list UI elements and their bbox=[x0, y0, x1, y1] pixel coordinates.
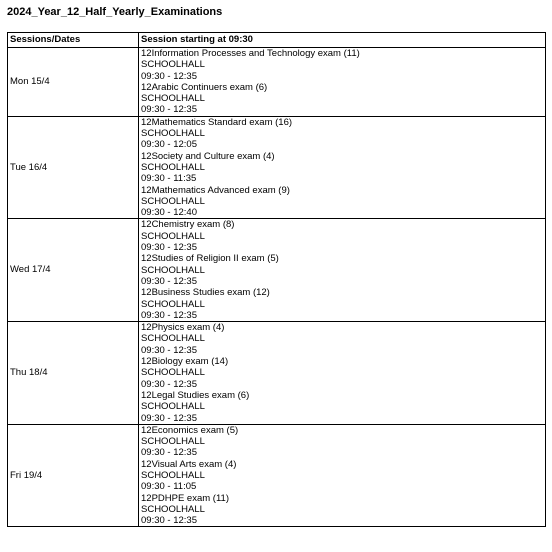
exam-venue: SCHOOLHALL bbox=[141, 401, 205, 413]
exam-name: 12Mathematics Standard exam (16) bbox=[141, 116, 293, 128]
session-date: Thu 18/4 bbox=[8, 322, 139, 425]
exam-time: 09:30 - 12:35 bbox=[141, 378, 197, 390]
table-body bbox=[8, 48, 546, 527]
table-row bbox=[8, 322, 546, 425]
exam-name: 12Physics exam (4) bbox=[141, 322, 225, 334]
exam-venue: SCHOOLHALL bbox=[141, 298, 205, 310]
exam-name: 12Biology exam (14) bbox=[141, 356, 229, 368]
exam-schedule-table bbox=[7, 32, 546, 527]
exam-time: 09:30 - 12:35 bbox=[141, 309, 197, 321]
header-sessions-dates: Sessions/Dates bbox=[8, 33, 139, 48]
exam-name: 12Visual Arts exam (4) bbox=[141, 458, 237, 470]
exam-venue: SCHOOLHALL bbox=[141, 333, 205, 345]
exam-venue: SCHOOLHALL bbox=[141, 436, 205, 448]
table-row bbox=[8, 48, 546, 117]
exam-name: 12Business Studies exam (12) bbox=[141, 287, 270, 299]
exam-venue: SCHOOLHALL bbox=[141, 161, 205, 173]
table-row bbox=[8, 116, 546, 219]
session-date: Wed 17/4 bbox=[8, 219, 139, 322]
header-session-start: Session starting at 09:30 bbox=[139, 33, 546, 48]
exam-venue: SCHOOLHALL bbox=[141, 230, 205, 242]
session-exams bbox=[139, 116, 546, 219]
exam-name: 12Studies of Religion II exam (5) bbox=[141, 253, 279, 265]
exam-name: 12Legal Studies exam (6) bbox=[141, 389, 250, 401]
exam-time: 09:30 - 11:35 bbox=[141, 173, 197, 185]
table-row bbox=[8, 424, 546, 527]
exam-name: 12PDHPE exam (11) bbox=[141, 492, 229, 504]
exam-name: 12Mathematics Advanced exam (9) bbox=[141, 184, 290, 196]
session-exams bbox=[139, 219, 546, 322]
exam-time: 09:30 - 12:40 bbox=[141, 207, 197, 219]
exam-venue: SCHOOLHALL bbox=[141, 264, 205, 276]
exam-name: 12Chemistry exam (8) bbox=[141, 219, 235, 231]
exam-time: 09:30 - 12:35 bbox=[141, 412, 197, 424]
exam-venue: SCHOOLHALL bbox=[141, 367, 205, 379]
table-row bbox=[8, 219, 546, 322]
exam-name: 12Information Processes and Technology exam (11) bbox=[141, 48, 360, 59]
exam-name: 12Economics exam (5) bbox=[141, 424, 239, 436]
exam-time: 09:30 - 12:35 bbox=[141, 70, 197, 82]
exam-name: 12Society and Culture exam (4) bbox=[141, 150, 275, 162]
exam-venue: SCHOOLHALL bbox=[141, 469, 205, 481]
exam-time: 09:30 - 12:35 bbox=[141, 344, 197, 356]
document-title: 2024_Year_12_Half_Yearly_Examinations bbox=[7, 6, 223, 18]
session-exams bbox=[139, 48, 546, 117]
session-date: Tue 16/4 bbox=[8, 116, 139, 219]
exam-time: 09:30 - 12:35 bbox=[141, 275, 197, 287]
session-date: Mon 15/4 bbox=[8, 48, 139, 117]
exam-venue: SCHOOLHALL bbox=[141, 195, 205, 207]
exam-venue: SCHOOLHALL bbox=[141, 503, 205, 515]
exam-time: 09:30 - 12:35 bbox=[141, 242, 197, 254]
exam-time: 09:30 - 12:35 bbox=[141, 515, 197, 527]
exam-venue: SCHOOLHALL bbox=[141, 59, 205, 71]
exam-venue: SCHOOLHALL bbox=[141, 93, 205, 105]
session-exams bbox=[139, 424, 546, 527]
exam-time: 09:30 - 11:05 bbox=[141, 481, 197, 493]
session-exams bbox=[139, 322, 546, 425]
table-header-row bbox=[8, 33, 546, 48]
exam-time: 09:30 - 12:35 bbox=[141, 104, 197, 116]
exam-name: 12Arabic Continuers exam (6) bbox=[141, 81, 268, 93]
exam-time: 09:30 - 12:05 bbox=[141, 139, 197, 151]
exam-time: 09:30 - 12:35 bbox=[141, 447, 197, 459]
exam-venue: SCHOOLHALL bbox=[141, 128, 205, 140]
session-date: Fri 19/4 bbox=[8, 424, 139, 527]
